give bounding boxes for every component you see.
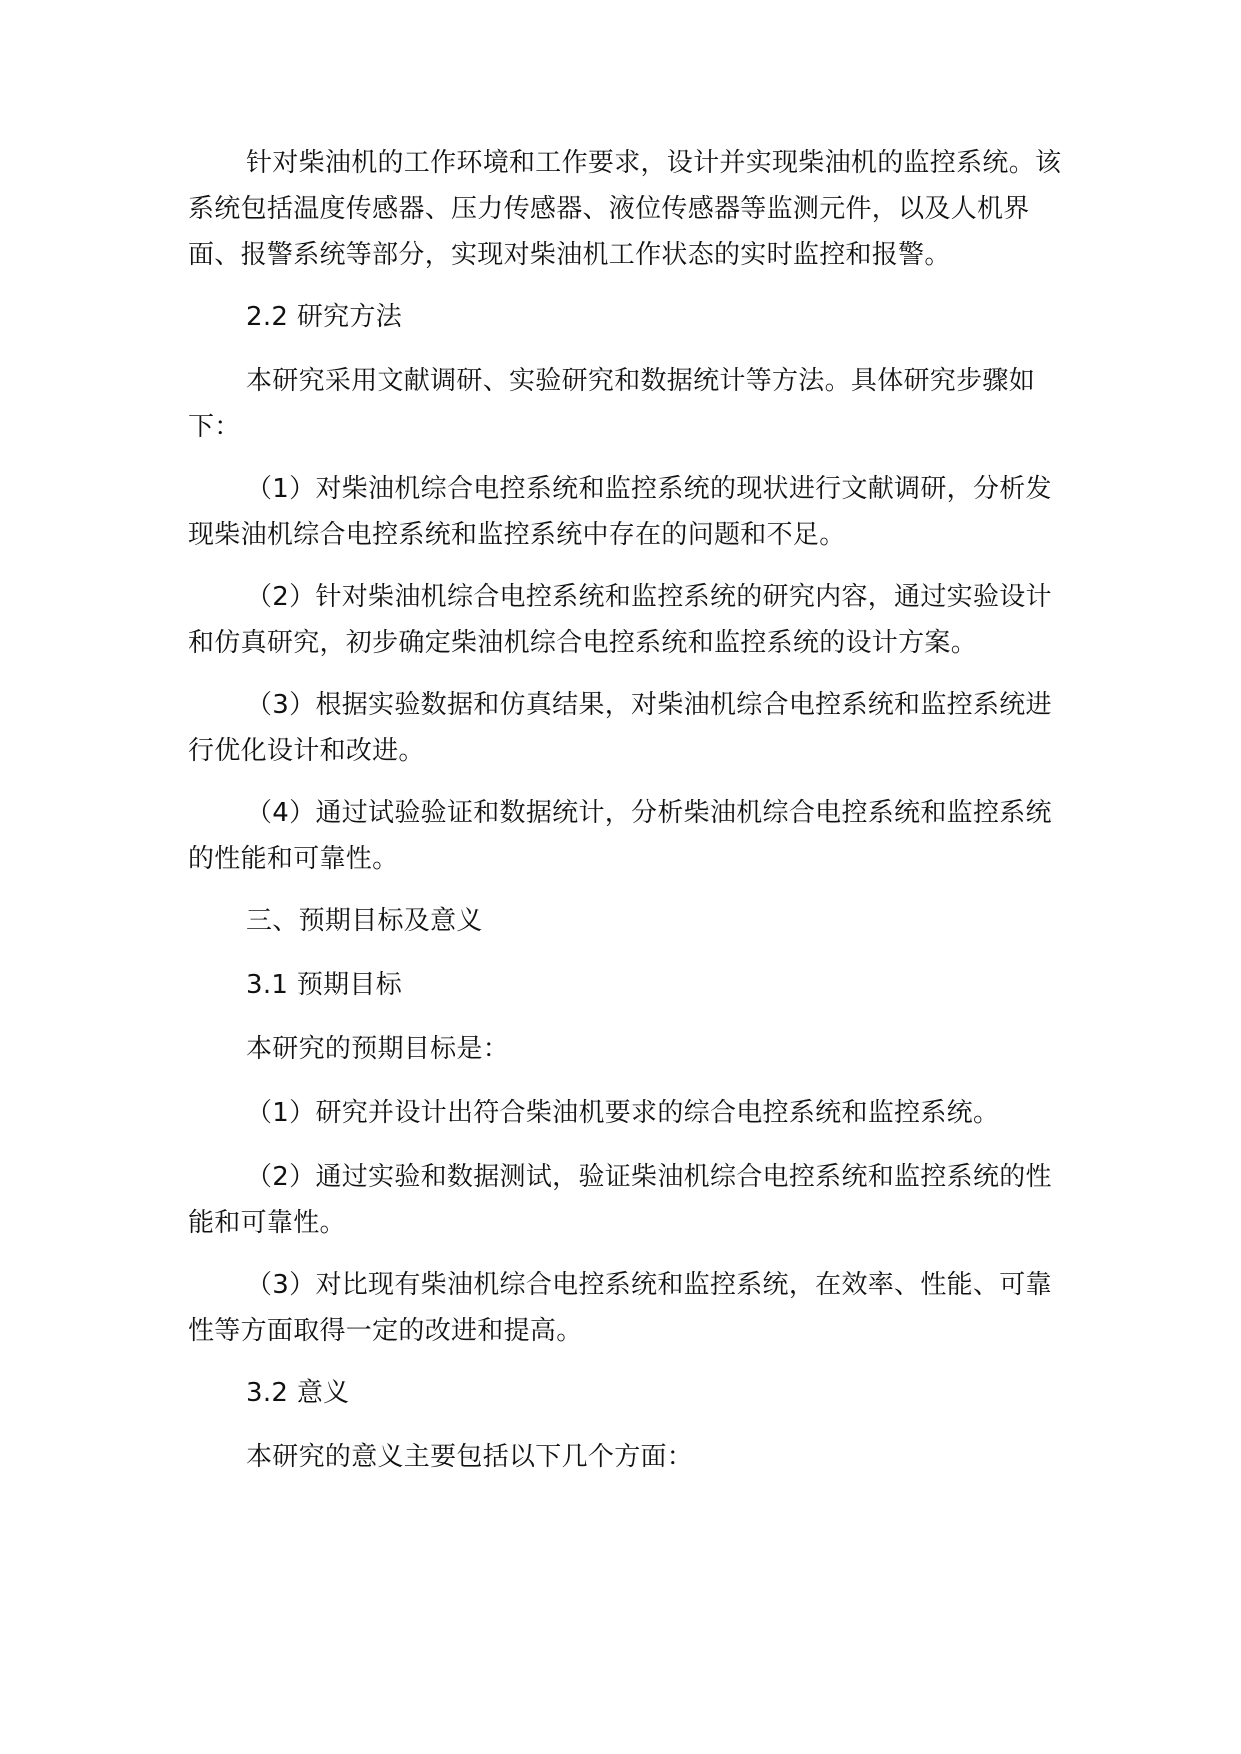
document-page	[188, 140, 1068, 1498]
body-paragraph-methods-intro: 本研究采用文献调研、实验研究和数据统计等方法。具体研究步骤如下：	[188, 366, 1036, 442]
list-item-method-2: （2）针对柴油机综合电控系统和监控系统的研究内容，通过实验设计和仿真研究，初步确定柴油机综合电控系统和监控系统的设计方案。	[188, 582, 1052, 658]
body-paragraph-monitoring-system: 针对柴油机的工作环境和工作要求，设计并实现柴油机的监控系统。该系统包括温度传感器、压力传感器、液位传感器等监测元件，以及人机界面、报警系统等部分，实现对柴油机工作状态的实时监控和报警。	[188, 148, 1062, 270]
list-item-method-4: （4）通过试验验证和数据统计，分析柴油机综合电控系统和监控系统的性能和可靠性。	[188, 798, 1052, 874]
section-heading-3: 三、预期目标及意义	[246, 906, 483, 936]
list-item-goal-3: （3）对比现有柴油机综合电控系统和监控系统，在效率、性能、可靠性等方面取得一定的改进和提高。	[188, 1270, 1052, 1346]
list-item-goal-2: （2）通过实验和数据测试，验证柴油机综合电控系统和监控系统的性能和可靠性。	[188, 1162, 1052, 1238]
list-item-goal-1: （1）研究并设计出符合柴油机要求的综合电控系统和监控系统。	[246, 1098, 1000, 1128]
body-paragraph-significance-intro: 本研究的意义主要包括以下几个方面：	[246, 1442, 694, 1472]
body-paragraph-goals-intro: 本研究的预期目标是：	[246, 1034, 510, 1064]
list-item-method-3: （3）根据实验数据和仿真结果，对柴油机综合电控系统和监控系统进行优化设计和改进。	[188, 690, 1052, 766]
list-item-method-1: （1）对柴油机综合电控系统和监控系统的现状进行文献调研，分析发现柴油机综合电控系统和监控系统中存在的问题和不足。	[188, 474, 1052, 550]
section-heading-2-2: 2.2 研究方法	[246, 302, 403, 332]
section-heading-3-1: 3.1 预期目标	[246, 970, 403, 1000]
section-heading-3-2: 3.2 意义	[246, 1378, 350, 1408]
